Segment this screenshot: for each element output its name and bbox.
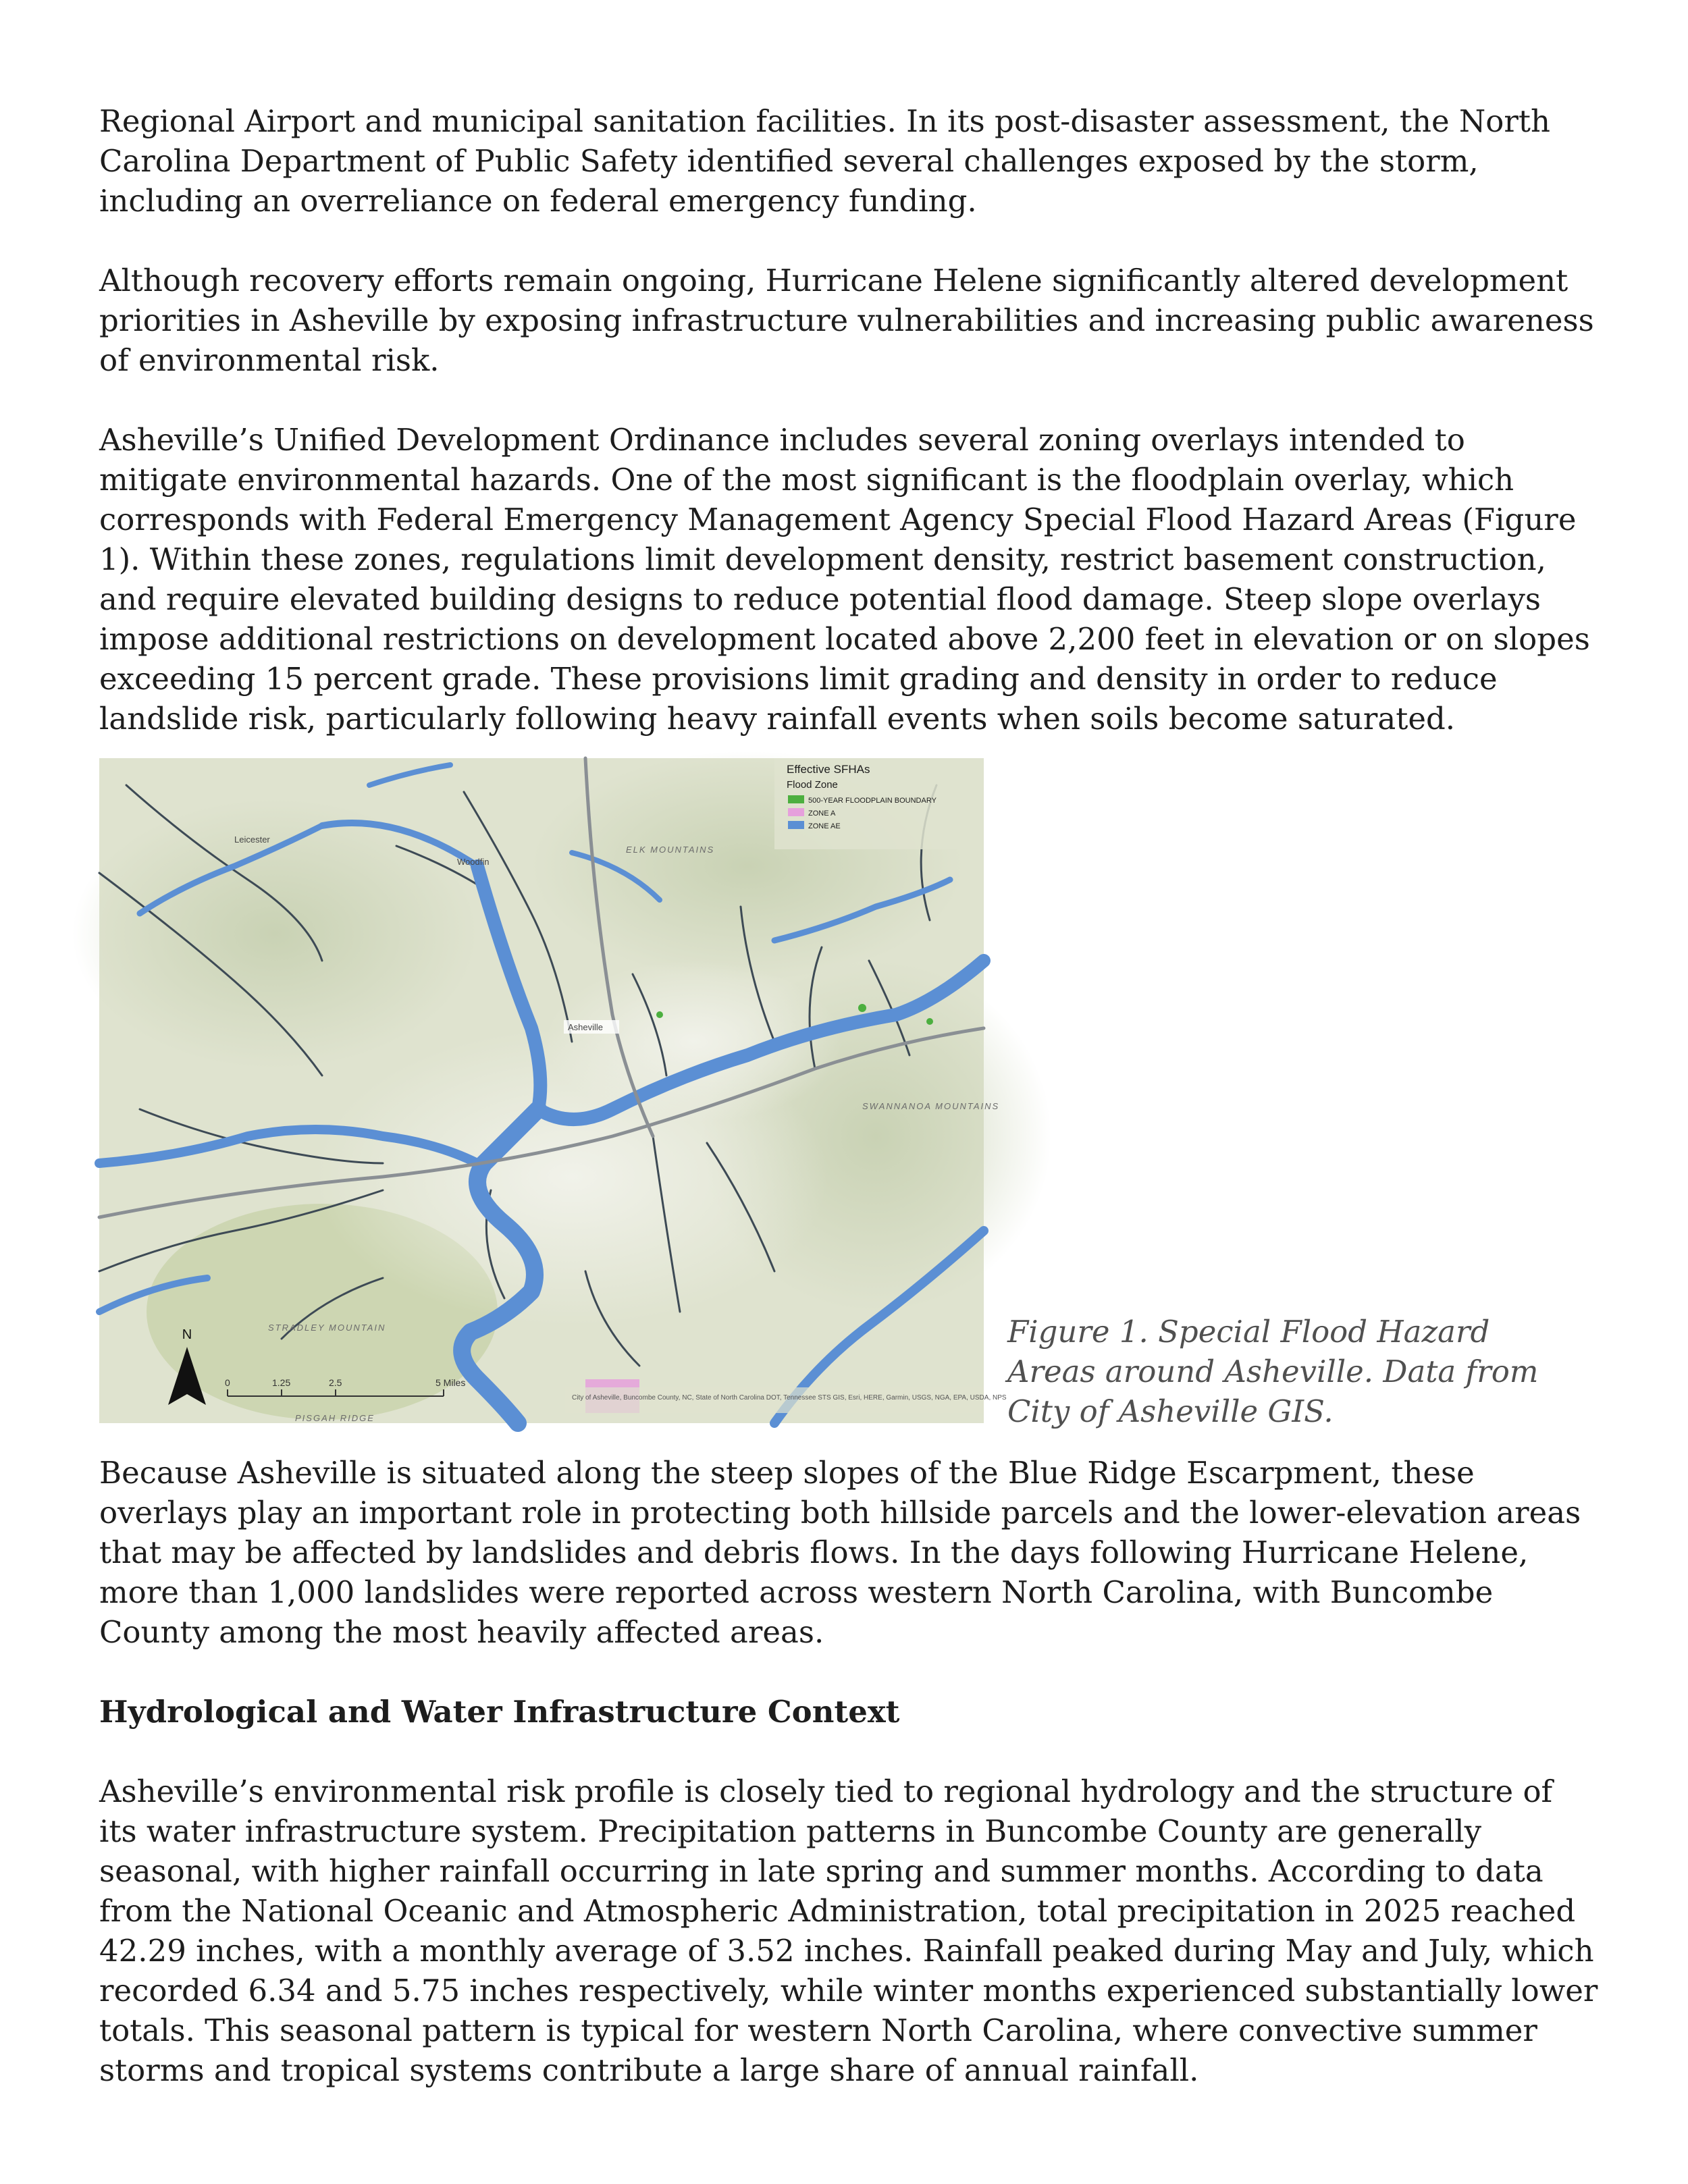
paragraph-4: Because Asheville is situated along the steep slopes of the Blue Ridge Escarpment, these overlays play an important role in protecting both hillside parcels and the lower-elevation areas that may be affected by landslides and debris flows. In the days following Hurricane Helene, more than 1,000 landslides were reported across western North Carolina, with Buncombe County among the most heavily affected areas. [99,1455,1581,1650]
paragraph-2: Although recovery efforts remain ongoing, Hurricane Helene significantly altered development priorities in Asheville by exposing infrastructure vulnerabilities and increasing public awareness of environmental risk. [99,263,1594,378]
label-asheville: Asheville [568,1022,604,1032]
svg-text:0: 0 [225,1377,230,1388]
legend-swatch-zone-ae [788,821,804,829]
legend-swatch-500-year [788,795,804,803]
paragraph-1: Regional Airport and municipal sanitation facilities. In its post-disaster assessment, the North Carolina Department of Public Safety identified several challenges exposed by the storm, including an overreliance on federal emergency funding. [99,103,1550,219]
figure-1 [99,758,1598,1429]
legend-title: Effective SFHAs [787,763,870,776]
svg-text:1.25: 1.25 [272,1377,291,1388]
label-pisgah: PISGAH RIDGE [295,1413,375,1423]
label-swannanoa: SWANNANOA MOUNTAINS [862,1101,1000,1111]
map-legend [774,758,977,849]
label-woodfin: Woodfin [457,857,490,867]
label-elk-mountains: ELK MOUNTAINS [626,845,715,855]
paragraph-5: Asheville’s environmental risk profile is closely tied to regional hydrology and the structure of its water infrastructure system. Precipitation patterns in Buncombe County are generally seasonal, with higher rainfall occurring in late spring and summer months. According to data from the National Oceanic and Atmospheric Administration, total precipitation in 2025 reached 42.29 inches, with a monthly average of 3.52 inches. Rainfall peaked during May and July, which recorded 6.34 and 5.75 inches respectively, while winter months experienced substantially lower totals. This seasonal pattern is typical for western North Carolina, where convective summer storms and tropical systems contribute a large share of annual rainfall. [99,1774,1598,2088]
legend-label-500-year: 500-YEAR FLOODPLAIN BOUNDARY [808,797,937,805]
label-stradley: STRADLEY MOUNTAIN [268,1323,386,1333]
svg-text:5 Miles: 5 Miles [436,1377,466,1388]
paragraph-3: Asheville’s Unified Development Ordinance includes several zoning overlays intended to mitigate environmental hazards. One of the most significant is the floodplain overlay, which corresponds with Federal Emergency Management Agency Special Flood Hazard Areas (Figure 1). Within these zones, regulations limit development density, restrict basement construction, and require elevated building designs to reduce potential flood damage. Steep slope overlays impose additional restrictions on development located above 2,200 feet in elevation or on slopes exceeding 15 percent grade. These provisions limit grading and density in order to reduce landslide risk, particularly following heavy rainfall events when soils become saturated. [99,422,1590,737]
legend-label-zone-ae: ZONE AE [808,822,841,830]
svg-text:N: N [182,1327,192,1342]
svg-text:2.5: 2.5 [329,1377,342,1388]
legend-subtitle: Flood Zone [787,779,838,791]
legend-swatch-zone-a [788,808,804,816]
document-page [99,101,1598,2130]
map-attribution: City of Asheville, Buncombe County, NC, State of North Carolina DOT, Tennessee STS GIS, Esri, HERE, Garmin, USGS, NGA, EPA, USDA, NPS [572,1394,1007,1402]
section-heading: Hydrological and Water Infrastructure Context [99,1694,900,1730]
figure-caption: Figure 1. Special Flood Hazard Areas around Asheville. Data from City of Asheville GIS. [1007,1314,1539,1429]
legend-label-zone-a: ZONE A [808,809,836,818]
flood-hazard-map [99,758,1007,1423]
label-leicester: Leicester [234,834,270,845]
